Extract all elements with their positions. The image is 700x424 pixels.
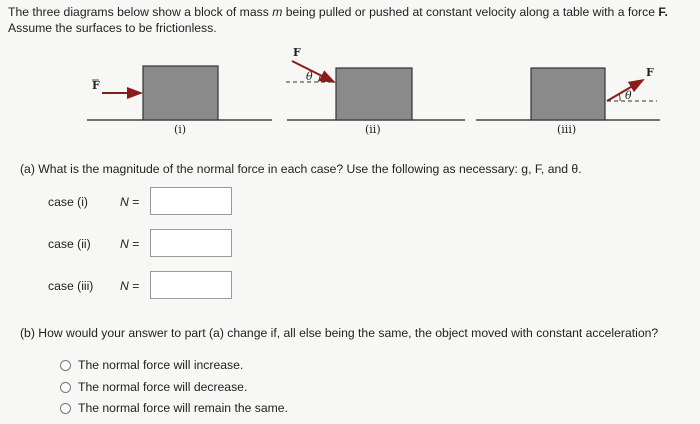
case-label: case (iii): [48, 279, 94, 293]
diagram-ii: [286, 46, 465, 136]
answer-input-case-ii[interactable]: [150, 229, 232, 257]
force-arrow-ii: [292, 61, 334, 82]
case-label: case (ii): [48, 237, 91, 251]
problem-intro: [8, 4, 694, 36]
normal-force-label: N =: [120, 237, 140, 251]
normal-force-label: N =: [120, 279, 140, 293]
intro-force-symbol: F.: [658, 5, 668, 19]
answer-input-case-i[interactable]: [150, 187, 232, 215]
theta-label-ii: θ: [306, 70, 313, 83]
option-increase[interactable]: [60, 356, 243, 374]
answer-input-case-iii[interactable]: [150, 271, 232, 299]
option-remain-same[interactable]: [60, 399, 288, 417]
theta-label-iii: θ: [625, 89, 632, 102]
intro-text-line2: Assume the surfaces to be frictionless.: [8, 21, 217, 35]
block-ii: [336, 68, 412, 120]
force-label-ii: F: [293, 46, 301, 59]
diagram-label-i: (i): [174, 123, 187, 136]
block-i: [143, 66, 218, 120]
intro-mass-symbol: m: [272, 5, 283, 19]
option-label: The normal force will increase.: [78, 358, 244, 372]
radio-button[interactable]: [60, 360, 71, 371]
option-label: The normal force will decrease.: [78, 380, 248, 394]
force-label-iii: F: [646, 66, 654, 79]
option-label: The normal force will remain the same.: [78, 401, 288, 415]
intro-text-a: The three diagrams below show a block of mass: [8, 5, 273, 19]
diagram-label-ii: (ii): [365, 123, 381, 136]
block-iii: [531, 68, 605, 120]
part-b-question: (b) How would your answer to part (a) change if, all else being the same, the object moved with constant acceleration?: [20, 326, 659, 340]
option-decrease[interactable]: [60, 378, 247, 396]
case-label: case (i): [48, 195, 88, 209]
force-diagrams: [0, 46, 700, 148]
normal-force-label: N =: [120, 195, 140, 209]
radio-button[interactable]: [60, 382, 71, 393]
diagram-iii: [476, 66, 660, 136]
force-label-i: F: [92, 79, 100, 92]
radio-button[interactable]: [60, 403, 71, 414]
diagram-label-iii: (iii): [557, 123, 577, 136]
part-a-question: (a) What is the magnitude of the normal force in each case? Use the following as necessary: g, F, and θ.: [20, 162, 582, 176]
diagram-i: [87, 66, 272, 136]
intro-text-b: being pulled or pushed at constant velocity along a table with a force: [282, 5, 659, 19]
